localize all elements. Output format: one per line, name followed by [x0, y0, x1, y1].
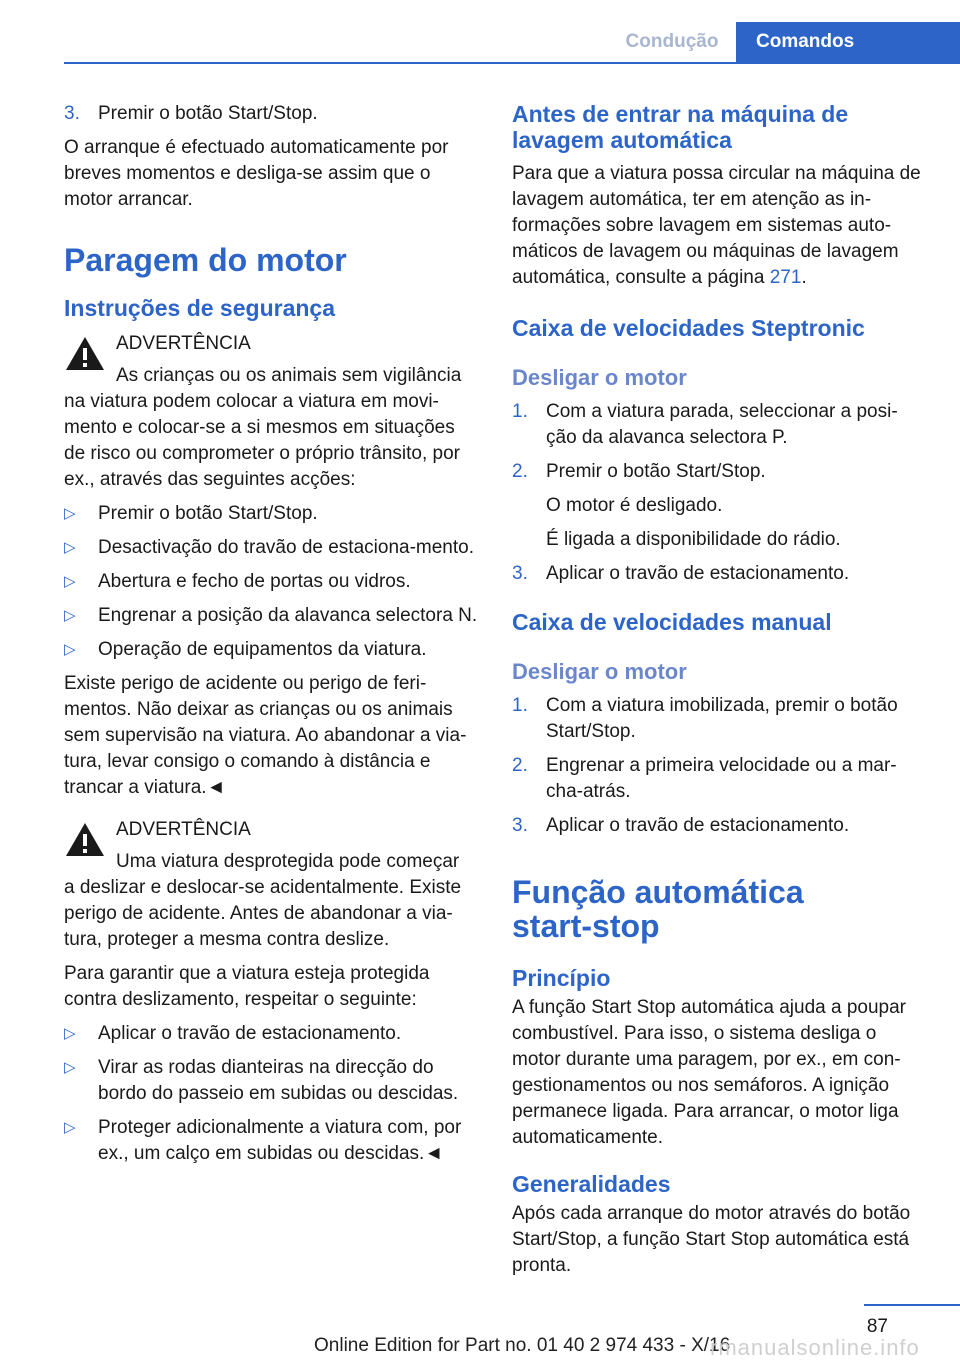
subheading: Desligar o motor [512, 365, 687, 390]
step-number: 3. [64, 103, 80, 124]
step-number: 3. [512, 815, 528, 836]
page-link[interactable]: 271 [769, 267, 802, 288]
list-item: 3. Aplicar o travão de estacionamento. [512, 813, 927, 839]
paragraph: A função Start Stop automática ajuda a poupar combustível. Para isso, o sistema desliga o motor durante uma paragem, por ex., em con-gestionamentos ou nos semáforos. A ignição permanece ligada. Para arrancar, o motor liga automaticamente. [512, 997, 906, 1148]
subsection-title: Antes de entrar na máquina de lavagem automática [512, 101, 849, 153]
footer-rule [864, 1304, 960, 1306]
step-number: 3. [512, 563, 528, 584]
bullet-triangle-icon: ▷ [64, 1119, 76, 1136]
subsection-title: Caixa de velocidades manual [512, 609, 832, 635]
section-title: Paragem do motor [64, 242, 347, 278]
warning-first-line: Uma viatura desprotegida pode começar [116, 851, 460, 872]
section-title: Função automática start-stop [512, 874, 804, 944]
list-item: 1. Com a viatura imobilizada, premir o botão Start/Stop. [512, 695, 898, 742]
step-number: 2. [512, 755, 528, 776]
paragraph: O arranque é efectuado automaticamente por breves momentos e desliga-se assim que o motor arrancar. [64, 137, 449, 210]
page-number: 87 [866, 1316, 888, 1337]
bullet-triangle-icon: ▷ [64, 1059, 76, 1076]
warning-closing: Existe perigo de acidente ou perigo de feri-mentos. Não deixar as crianças ou os animais sem supervisão na viatura. Ao abandonar a via-tura, levar consigo o comando à distância e trancar a viatura.◄ [64, 673, 467, 798]
subsection-title: Generalidades [512, 1171, 671, 1197]
left-column [64, 101, 479, 1175]
step-number: 1. [512, 401, 528, 422]
step-note: O motor é desligado. [546, 495, 723, 516]
warning-triangle-icon [64, 821, 106, 858]
list-item [64, 101, 479, 127]
bullet-triangle-icon: ▷ [64, 641, 76, 658]
tab-comandos[interactable]: Comandos [736, 22, 960, 62]
list-item: ▷ Aplicar o travão de estacionamento. [64, 1021, 479, 1047]
bullet-triangle-icon: ▷ [64, 539, 76, 556]
list-item: ▷ Abertura e fecho de portas ou vidros. [64, 569, 479, 595]
list-item: 3. Aplicar o travão de estacionamento. [512, 561, 927, 587]
subsection-title: Instruções de segurança [64, 295, 335, 321]
step-note: É ligada a disponibilidade do rádio. [546, 529, 841, 550]
warning-block [64, 817, 479, 875]
subsection-title: Princípio [512, 965, 611, 991]
list-item: ▷ Operação de equipamentos da viatura. [64, 637, 479, 663]
step-number: 2. [512, 461, 528, 482]
warning-triangle-icon [64, 335, 106, 372]
list-item: ▷ Engrenar a posição da alavanca selectora N. [64, 603, 479, 629]
warning-text: na viatura podem colocar a viatura em movi-mento e colocar-se a si mesmos em situações de risco ou comprometer o próprio trânsito, por ex., através das seguintes acções: [64, 391, 461, 490]
paragraph: Após cada arranque do motor através do botão Start/Stop, a função Start Stop automática está pronta. [512, 1203, 911, 1276]
warning-first-line: As crianças ou os animais sem vigilância [116, 365, 462, 386]
header-rule [64, 62, 960, 64]
list-item: 1. Com a viatura parada, seleccionar a posi-ção da alavanca selectora P. [512, 401, 898, 448]
list-item: ▷ Virar as rodas dianteiras na direcção do bordo do passeio em subidas ou descidas. [64, 1057, 459, 1104]
list-item: 2. Premir o botão Start/Stop. [512, 459, 927, 485]
bullet-triangle-icon: ▷ [64, 505, 76, 522]
page-header [0, 0, 960, 62]
warning-label: ADVERTÊNCIA [116, 819, 251, 840]
subsection-title: Caixa de velocidades Steptronic [512, 315, 865, 341]
warning-text: a deslizar e deslocar-se acidentalmente. Existe perigo de acidente. Antes de abandonar a via-tura, proteger a mesma contra deslize. [64, 877, 462, 950]
edition-note: Online Edition for Part no. 01 40 2 974 433 - X/16 [314, 1335, 731, 1356]
paragraph: Para que a viatura possa circular na máquina de lavagem automática, ter em atenção as in-formações sobre lavagem em sistemas auto-máticos de lavagem ou máquinas de lavagem automática, consulte a página 271. [512, 163, 921, 288]
bullet-triangle-icon: ▷ [64, 573, 76, 590]
right-column [512, 101, 927, 1287]
step-number: 1. [512, 695, 528, 716]
list-item: 2. Engrenar a primeira velocidade ou a mar-cha-atrás. [512, 755, 897, 802]
paragraph: Para garantir que a viatura esteja protegida contra deslizamento, respeitar o seguinte: [64, 963, 430, 1010]
warning-block [64, 331, 479, 389]
subheading: Desligar o motor [512, 659, 687, 684]
step-text: Premir o botão Start/Stop. [98, 103, 318, 124]
tab-conducao[interactable]: Condução [625, 31, 719, 52]
warning-label: ADVERTÊNCIA [116, 333, 251, 354]
bullet-triangle-icon: ▷ [64, 1025, 76, 1042]
list-item: ▷ Desactivação do travão de estaciona-mento. [64, 535, 479, 561]
watermark: rmanualsonline.info [710, 1335, 920, 1360]
list-item: ▷ Premir o botão Start/Stop. [64, 501, 479, 527]
list-item: ▷ Proteger adicionalmente a viatura com, por ex., um calço em subidas ou descidas.◄ [64, 1117, 462, 1164]
bullet-triangle-icon: ▷ [64, 607, 76, 624]
